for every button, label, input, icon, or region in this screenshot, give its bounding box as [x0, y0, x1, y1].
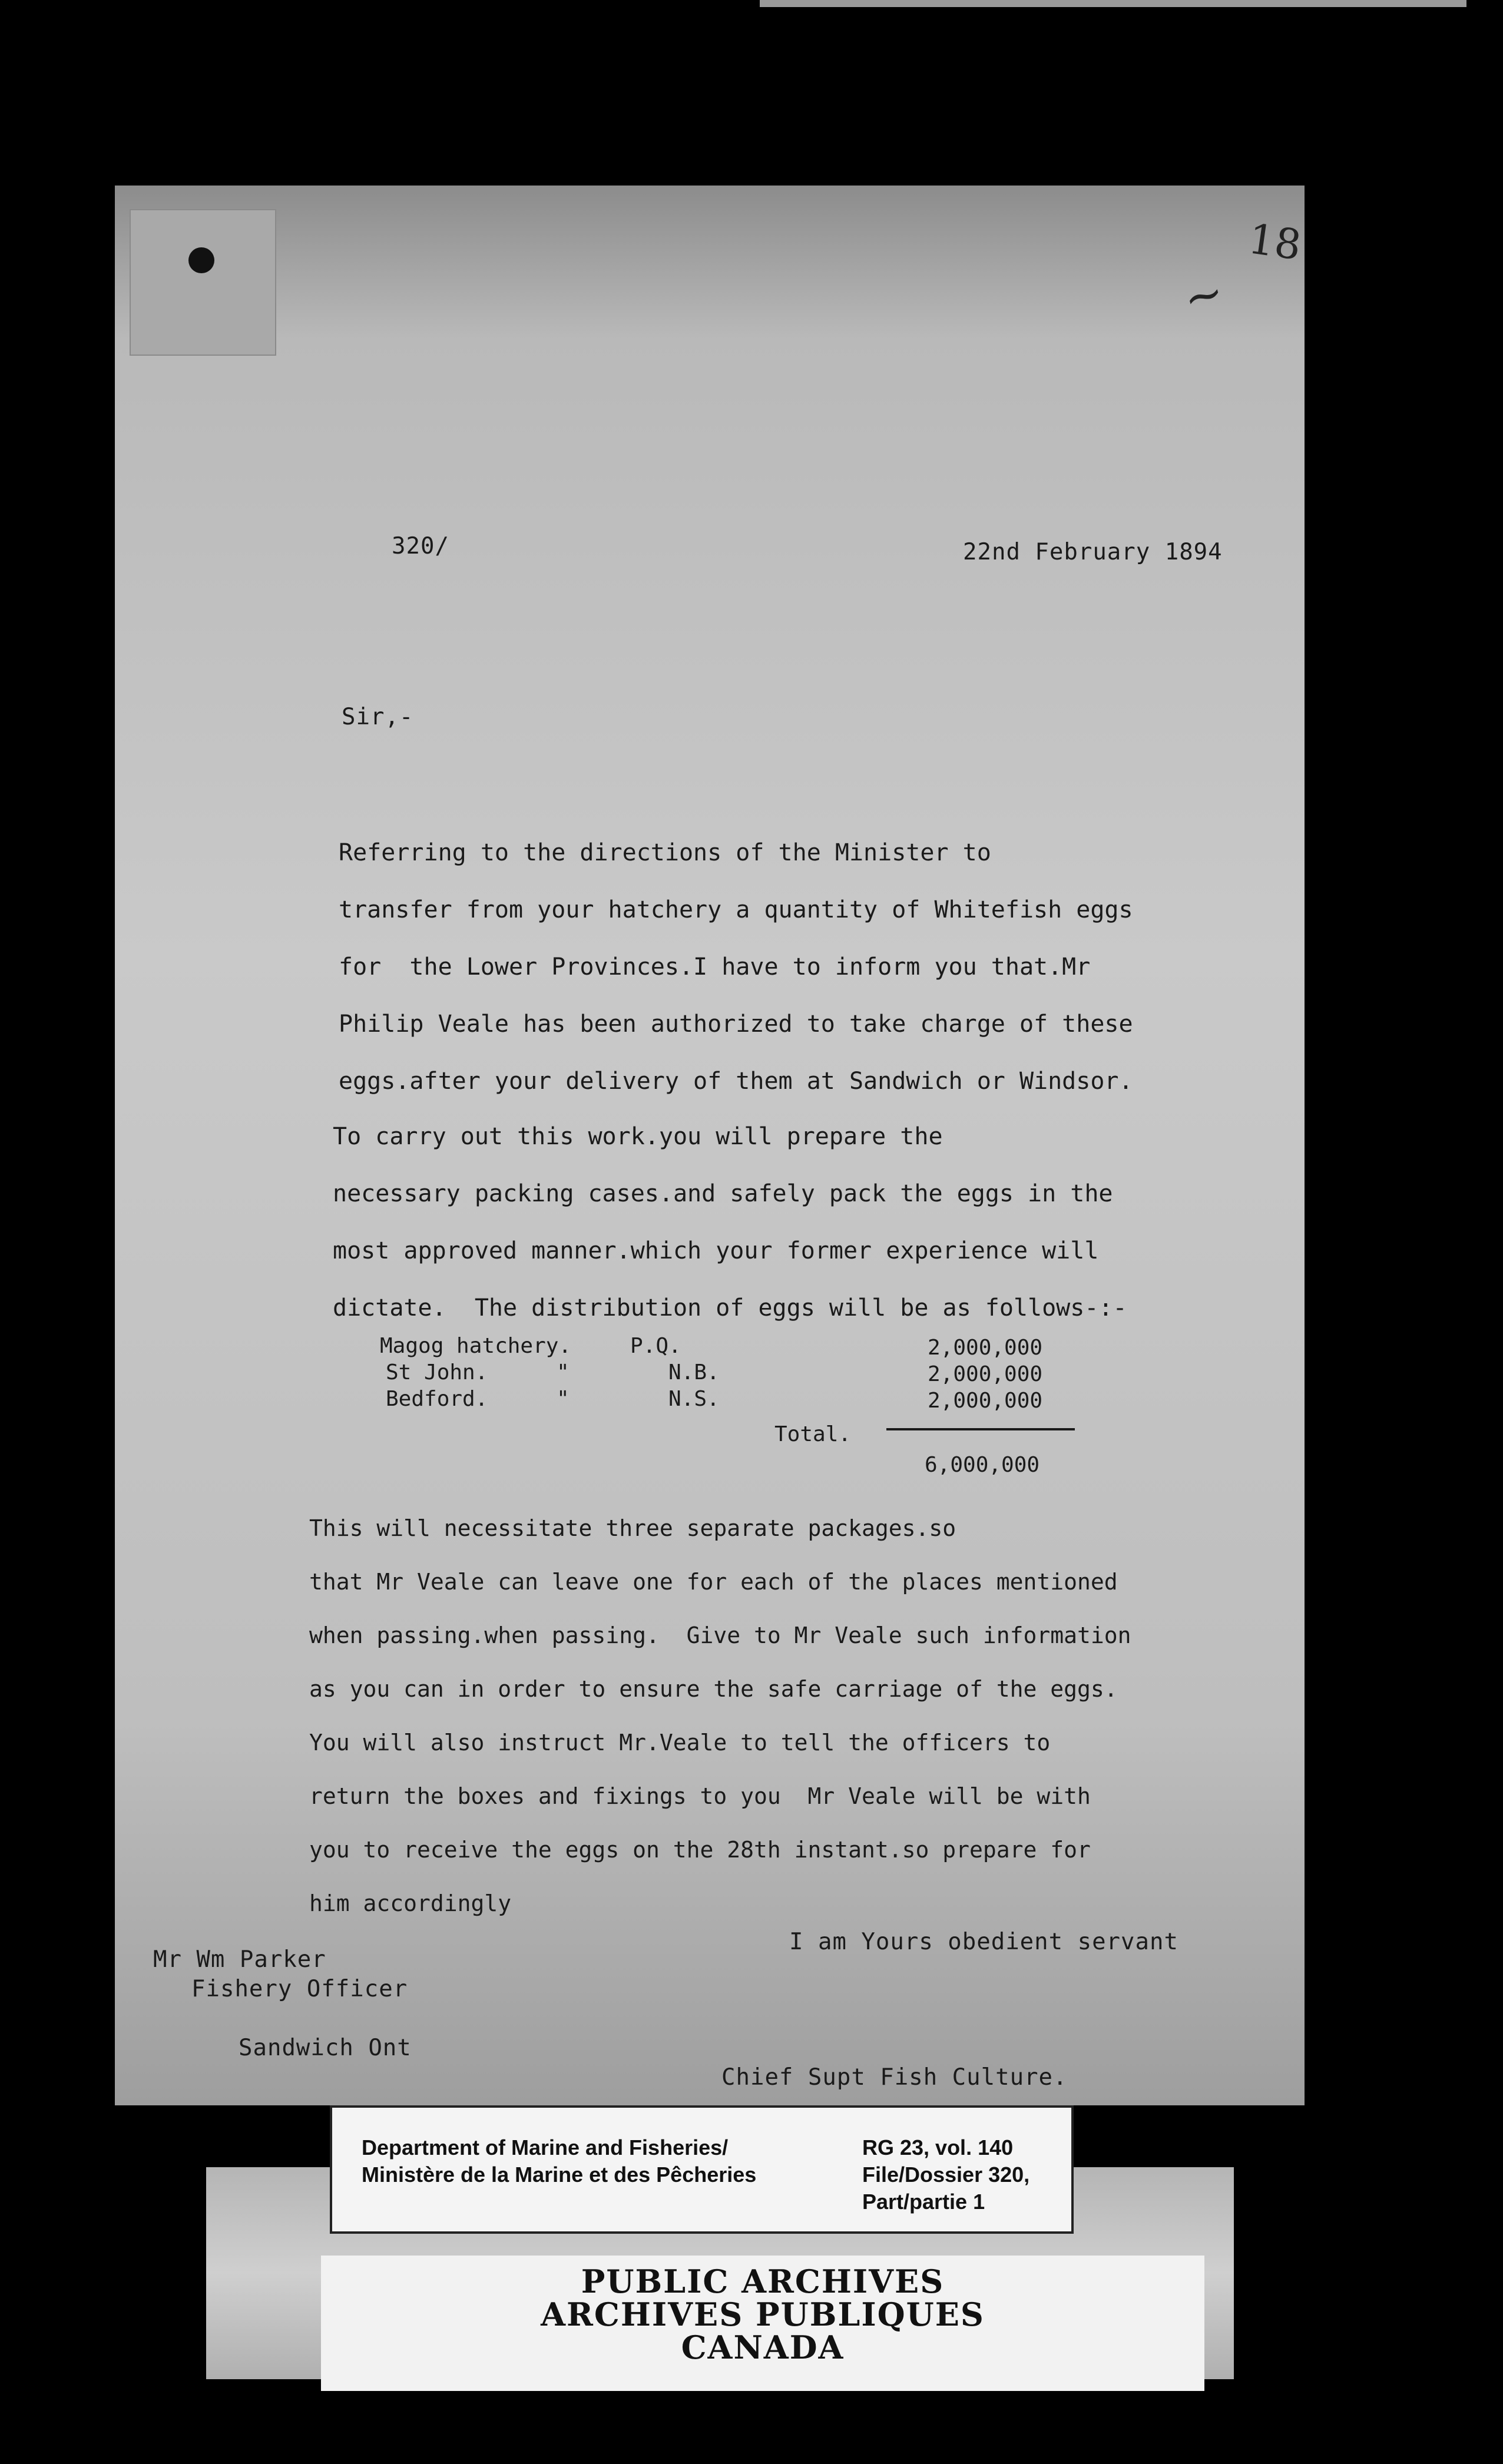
total-label: Total. — [774, 1422, 852, 1446]
distribution-row — [380, 1334, 681, 1358]
folio-mark: 18 — [1245, 214, 1305, 270]
film-edge-strip — [760, 0, 1466, 7]
place: St John. — [386, 1360, 488, 1385]
pencil-scribble: ~ — [1177, 263, 1230, 327]
province: N.S. — [668, 1387, 720, 1411]
recipient-place: Sandwich Ont — [239, 2035, 412, 2061]
stamp-line-1: PUBLIC ARCHIVES — [581, 2263, 945, 2300]
paragraph-1: Referring to the directions of the Minister to transfer from your hatchery a quantity of Whitefish eggs for the Lower Provinces.I have to inform you that.Mr Philip Veale has been authorized to take charge of these eggs.after your delivery of them at Sandwich or Windsor. — [339, 839, 1133, 1095]
amount: 2,000,000 — [928, 1336, 1043, 1360]
archive-label — [330, 2105, 1074, 2234]
place: Magog hatchery. — [380, 1334, 572, 1358]
stamp-line-3: CANADA — [681, 2329, 845, 2366]
letter-page — [115, 186, 1305, 2105]
amount: 2,000,000 — [928, 1362, 1043, 1386]
archive-reference: RG 23, vol. 140 File/Dossier 320, Part/partie 1 — [862, 2135, 1030, 2214]
total-rule — [886, 1428, 1075, 1430]
province: P.Q. — [630, 1334, 681, 1358]
paragraph-3: This will necessitate three separate packages.so that Mr Veale can leave one for each of the places mentioned when passing.when passing. Give to Mr Veale such information as you can in order to ensure the safe carriage of the eggs. You will also instruct Mr.Veale to tell the officers to return the boxes and fixings to you Mr Veale will be with you to receive the eggs on the 28th instant.so prepare for him accordingly — [309, 1515, 1131, 1916]
place: Bedford. — [386, 1387, 488, 1411]
signature-title: Chief Supt Fish Culture. — [721, 2064, 1068, 2091]
distribution-row — [386, 1387, 720, 1411]
paragraph-2: To carry out this work.you will prepare the necessary packing cases.and safely pack the eggs in the most approved manner.which your former experience will dictate. The distribution of eggs will be as follows-:- — [333, 1123, 1127, 1322]
letter-date: 22nd February 1894 — [963, 539, 1223, 565]
closing: I am Yours obedient servant — [789, 1929, 1178, 1955]
punch-hole — [188, 247, 214, 273]
corner-tab — [130, 209, 276, 356]
distribution-row — [386, 1360, 720, 1385]
archives-stamp — [321, 2256, 1204, 2391]
department-name: Department of Marine and Fisheries/ Ministère de la Marine et des Pêcheries — [362, 2135, 757, 2187]
recipient-name: Mr Wm Parker — [153, 1946, 326, 1973]
province: N.B. — [668, 1360, 720, 1385]
stamp-line-2: ARCHIVES PUBLIQUES — [541, 2296, 985, 2333]
recipient-title: Fishery Officer — [191, 1976, 408, 2002]
salutation: Sir,- — [342, 704, 414, 730]
amount: 2,000,000 — [928, 1389, 1043, 1413]
file-reference: 320/ — [392, 533, 449, 559]
ditto-mark: " — [557, 1387, 570, 1411]
total-amount: 6,000,000 — [925, 1453, 1040, 1477]
ditto-mark: " — [557, 1360, 570, 1385]
